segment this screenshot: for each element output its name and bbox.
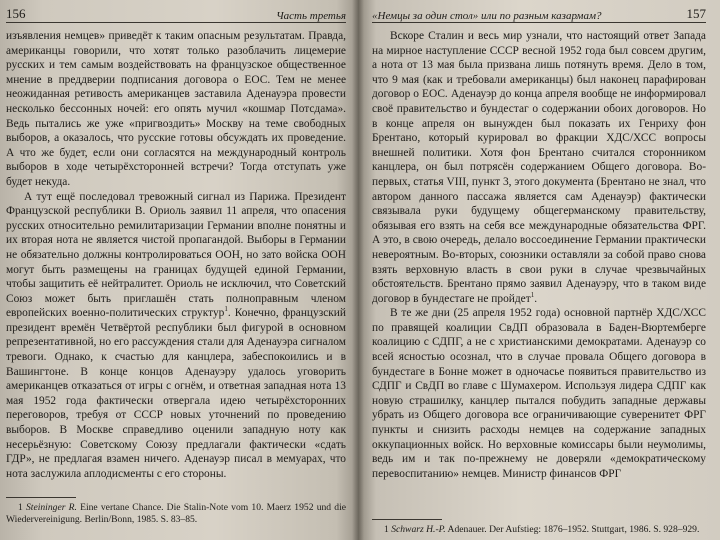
left-running-head	[6, 2, 346, 23]
right-running-title: «Немцы за один стол» или по разным казармам?	[372, 10, 602, 22]
left-footnote-marker: 1	[224, 305, 228, 314]
right-paragraph-2: В те же дни (25 апреля 1952 года) основной партнёр ХДС/ХСС по правящей коалиции СвДП образовала в Баден-Вюртемберге коалицию с СДПГ, а не с христианскими демократами. Аденауэр со всей ясностью осознал, что в случае провала Общего договора в бундестаге в Бонне может в одночасье появиться правительство из СДПГ и СвДП во главе с Шумахером. Используя лидера СДПГ как новую страшилку, канцлер пытался побудить западные державы убрать из Общего договора все ограничивающие суверенитет ФРГ пункты и снизить расходы немцев на содержание западных оккупационных войск. Но верховные комиссары были неумолимы, ведь им и так по-прежнему не доверяли «демократическому перевоспитанию» немцев. Министр финансов ФРГ	[372, 307, 706, 480]
right-body-text	[372, 29, 706, 481]
left-running-title: Часть третья	[276, 10, 346, 22]
right-footnote-number: 1	[384, 524, 389, 535]
left-body-text	[6, 29, 346, 481]
right-paragraph-1-text: Вскоре Сталин и весь мир узнали, что настоящий ответ Запада на мирное наступление СССР весной 1952 года был совсем другим, а нота от 13 мая была призвана лишь потянуть время. Дело в том, что 9 мая (как и требовали американцы) был наконец парафирован договор о ЕОС. Аденауэр до конца апреля вообще не информировал своё правительство и бундестаг о содержании обоих договоров. Но в конце апреля он вынужден был показать их Генриху фон Брентано, который курировал во фракции ХДС/ХСС вопросы внешней политики. Хотя фон Брентано считался сторонником канцлера, он был потрясён содержанием Общего договора. Во-первых, статья VIII, пункт 3, этого документа (Брентано не знал, что автором данного пассажа является сам Аденауэр) фактически связывала руки будущему общегерманскому правительству, обязывая его взять на себя все международные обязательства ФРГ. А это, в свою очередь, делало воссоединение Германии практически невероятным. Во-вторых, союзники оставляли за собой право снова взять верховную власть в свои руки в случае чрезвычайных обстоятельств. Брентано прямо заявил Аденауэру, что в таком виде договор в бундестаге не пройдет	[372, 30, 706, 305]
left-footnote-rule	[6, 497, 76, 498]
right-footnote-author: Schwarz H.-P.	[391, 524, 446, 535]
right-paragraph-1: Вскоре Сталин и весь мир узнали, что настоящий ответ Запада на мирное наступление СССР весной 1952 года был совсем другим, а нота от 13 мая была призвана лишь потянуть время. Дело в том, что 9 мая (как и требовали американцы) был наконец парафирован договор о ЕОС. Аденауэр до конца апреля вообще не информировал своё правительство и бундестаг о содержании обоих договоров. Но в конце апреля он вынужден был показать их Генриху фон Брентано, который курировал во фракции ХДС/ХСС вопросы внешней политики. Хотя фон Брентано считался сторонником канцлера, он был потрясён содержанием Общего договора. Во-первых, статья VIII, пункт 3, этого документа (Брентано не знал, что автором данного пассажа является сам Аденауэр) фактически связывала руки будущему общегерманскому правительству, обязывая его взять на себя все международные обязательства ФРГ. А это, в свою очередь, делало воссоединение Германии практически невероятным. Во-вторых, союзники оставляли за собой право снова взять верховную власть в свои руки в случае чрезвычайных обстоятельств. Брентано прямо заявил Аденауэру, что в таком виде договор в бундестаге не пройдет$^1$.	[372, 30, 706, 305]
right-footnote-text: Adenauer. Der Aufstieg: 1876–1952. Stuttgart, 1986. S. 928–929.	[445, 524, 700, 535]
right-footnote-marker: 1	[530, 290, 535, 299]
right-page-number: 157	[686, 6, 706, 21]
left-page-number: 156	[6, 6, 26, 21]
left-paragraph-1: изъявления немцев» приведёт к таким опасным результатам. Правда, американцы говорили, что хотят только разоблачить лицемерие русских и тем самым воздействовать на французское общественное мнение в преддверии подписания договора о ЕОС. Тем не менее неожиданная ретивость американцев заставила Аденауэра провести несколько бессонных ночей: его опять мучил «кошмар Потсдама». Ведь пытались же уже «пригвоздить» Москву на теме свободных выборов, а оказалось, что русские готовы обсуждать их проведение. А что же будет, если они согласятся на международный контроль выборов в ходе четырёхсторонней встречи? Тогда отступать уже будет некуда.	[6, 30, 346, 188]
left-footnote	[6, 502, 346, 526]
left-footnote-author: Steininger R.	[26, 502, 77, 513]
left-footnote-number: 1	[18, 502, 23, 513]
right-footnote-rule	[372, 519, 442, 520]
book-gutter	[352, 0, 364, 540]
right-running-head	[372, 2, 706, 23]
left-paragraph-2-part-1: А тут ещё последовал тревожный сигнал из Парижа. Президент Французской республики В. Ориоль заявил 11 апреля, что опасения русских относительно ремилитаризации Германии вполне понятны и их вторая нота не является чистой пропагандой. Выборы в Германии не обязательно должны контролироваться ООН, но зато войска ООН могут быть размещены на границах будущей единой Германии, чтобы защитить её нейтралитет. Ориоль не исключил, что Советский Союз может быть приглашён стать полноправным членом европейских военно-политических структур	[6, 190, 346, 320]
left-page	[0, 0, 358, 540]
left-paragraph-2-part-2: . Конечно, французский президент времён Четвёртой республики был фигурой в основном репрезентативной, но его рассуждения стали для Аденауэра сигналом тревоги. Однако, к счастью для канцлера, забеспокоились и в Вашингтоне. В конце концов Аденауэру удалось уговорить американцев отказаться от игры с огнём, и ответная западная нота 13 мая 1952 года фактически отвергала идею четырёхсторонних переговоров, требуя от СССР новых уточнений по проведению выборов. В Москве справедливо оценили западную ноту как несерьёзную: Советскому Союзу предлагали фактически «сдать ГДР», не предлагая взамен ничего. Аденауэр писал в мемуарах, что нота заслужила аплодисменты с его стороны.	[6, 307, 346, 480]
right-footnote	[372, 524, 706, 536]
left-footnotes	[6, 497, 346, 526]
right-footnotes	[372, 519, 706, 536]
left-footnote-text: Eine vertane Chance. Die Stalin-Note vom 10. Maerz 1952 und die Wiedervereinigung. Berlin/Bonn, 1985. S. 83–85.	[6, 502, 346, 525]
left-paragraph-2	[6, 190, 346, 482]
right-page	[358, 0, 720, 540]
